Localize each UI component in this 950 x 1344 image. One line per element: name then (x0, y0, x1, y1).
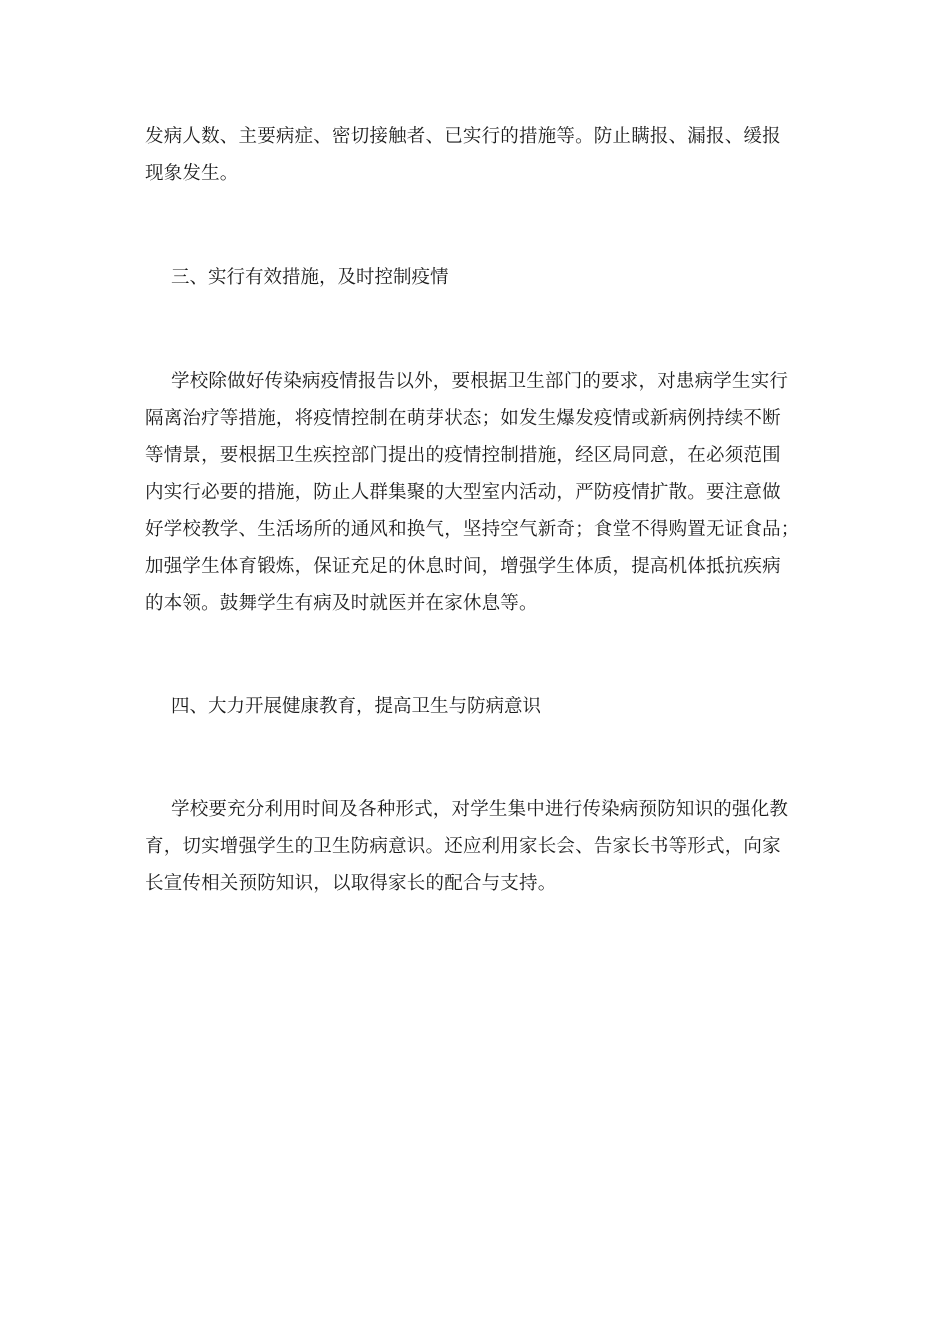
paragraph-line: 现象发生。 (145, 163, 239, 184)
paragraph-line: 发病人数、主要病症、密切接触者、已实行的措施等。防止瞒报、漏报、缓报 (145, 126, 781, 147)
paragraph-line: 的本领。鼓舞学生有病及时就医并在家休息等。 (145, 593, 538, 614)
paragraph-line: 学校要充分利用时间及各种形式，对学生集中进行传染病预防知识的强化教 (171, 799, 789, 820)
paragraph-line: 等情景，要根据卫生疾控部门提出的疫情控制措施，经区局同意，在必须范围 (145, 445, 781, 466)
paragraph-line: 学校除做好传染病疫情报告以外，要根据卫生部门的要求，对患病学生实行 (171, 371, 789, 392)
paragraph-line: 长宣传相关预防知识，以取得家长的配合与支持。 (145, 873, 557, 894)
paragraph-reporting (145, 118, 810, 192)
section-heading-4: 四、大力开展健康教育，提高卫生与防病意识 (171, 696, 542, 717)
paragraph-line: 隔离治疗等措施，将疫情控制在萌芽状态；如发生爆发疫情或新病例持续不断 (145, 408, 781, 429)
paragraph-line: 加强学生体育锻炼，保证充足的休息时间，增强学生体质，提高机体抵抗疾病 (145, 556, 781, 577)
paragraph-line: 好学校教学、生活场所的通风和换气，坚持空气新奇；食堂不得购置无证食品； (145, 519, 800, 540)
section-heading-3: 三、实行有效措施，及时控制疫情 (171, 267, 449, 288)
paragraph-line: 内实行必要的措施，防止人群集聚的大型室内活动，严防疫情扩散。要注意做 (145, 482, 781, 503)
paragraph-measures (145, 363, 810, 622)
paragraph-education (145, 791, 810, 902)
paragraph-line: 育，切实增强学生的卫生防病意识。还应利用家长会、告家长书等形式，向家 (145, 836, 781, 857)
